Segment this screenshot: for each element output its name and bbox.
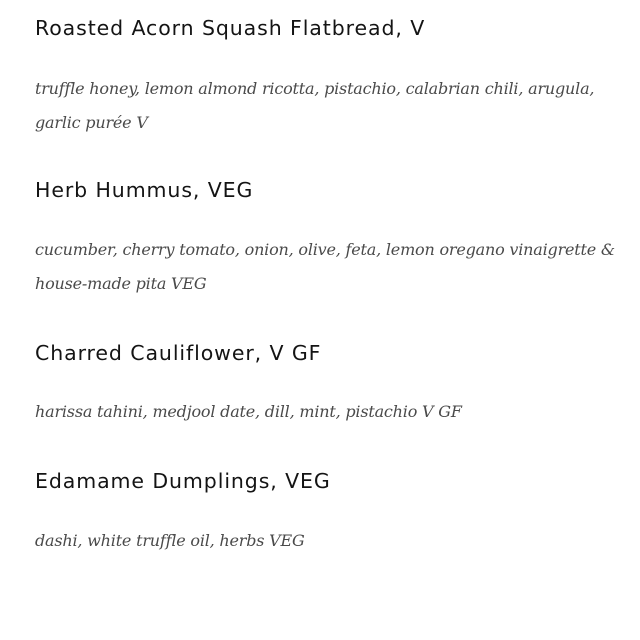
menu-item-title: Charred Cauliflower, V GF xyxy=(35,341,322,365)
menu-item-description: dashi, white truffle oil, herbs VEG xyxy=(35,531,305,550)
menu-item-description: cucumber, cherry tomato, onion, olive, feta, lemon oregano vinaigrette & house-made pita VEG xyxy=(35,240,615,293)
menu-item-description: truffle honey, lemon almond ricotta, pistachio, calabrian chili, arugula, garlic purée V xyxy=(35,79,595,132)
menu-item-title: Edamame Dumplings, VEG xyxy=(35,469,331,493)
menu-item-description: harissa tahini, medjool date, dill, mint, pistachio V GF xyxy=(35,402,462,421)
menu-item-charred-cauliflower xyxy=(35,339,615,429)
menu-item-edamame-dumplings xyxy=(35,467,615,558)
menu-item-roasted-acorn-squash-flatbread xyxy=(35,14,615,140)
menu-item-title: Herb Hummus, VEG xyxy=(35,178,254,202)
menu-item-herb-hummus xyxy=(35,176,615,301)
menu-item-title: Roasted Acorn Squash Flatbread, V xyxy=(35,16,426,40)
